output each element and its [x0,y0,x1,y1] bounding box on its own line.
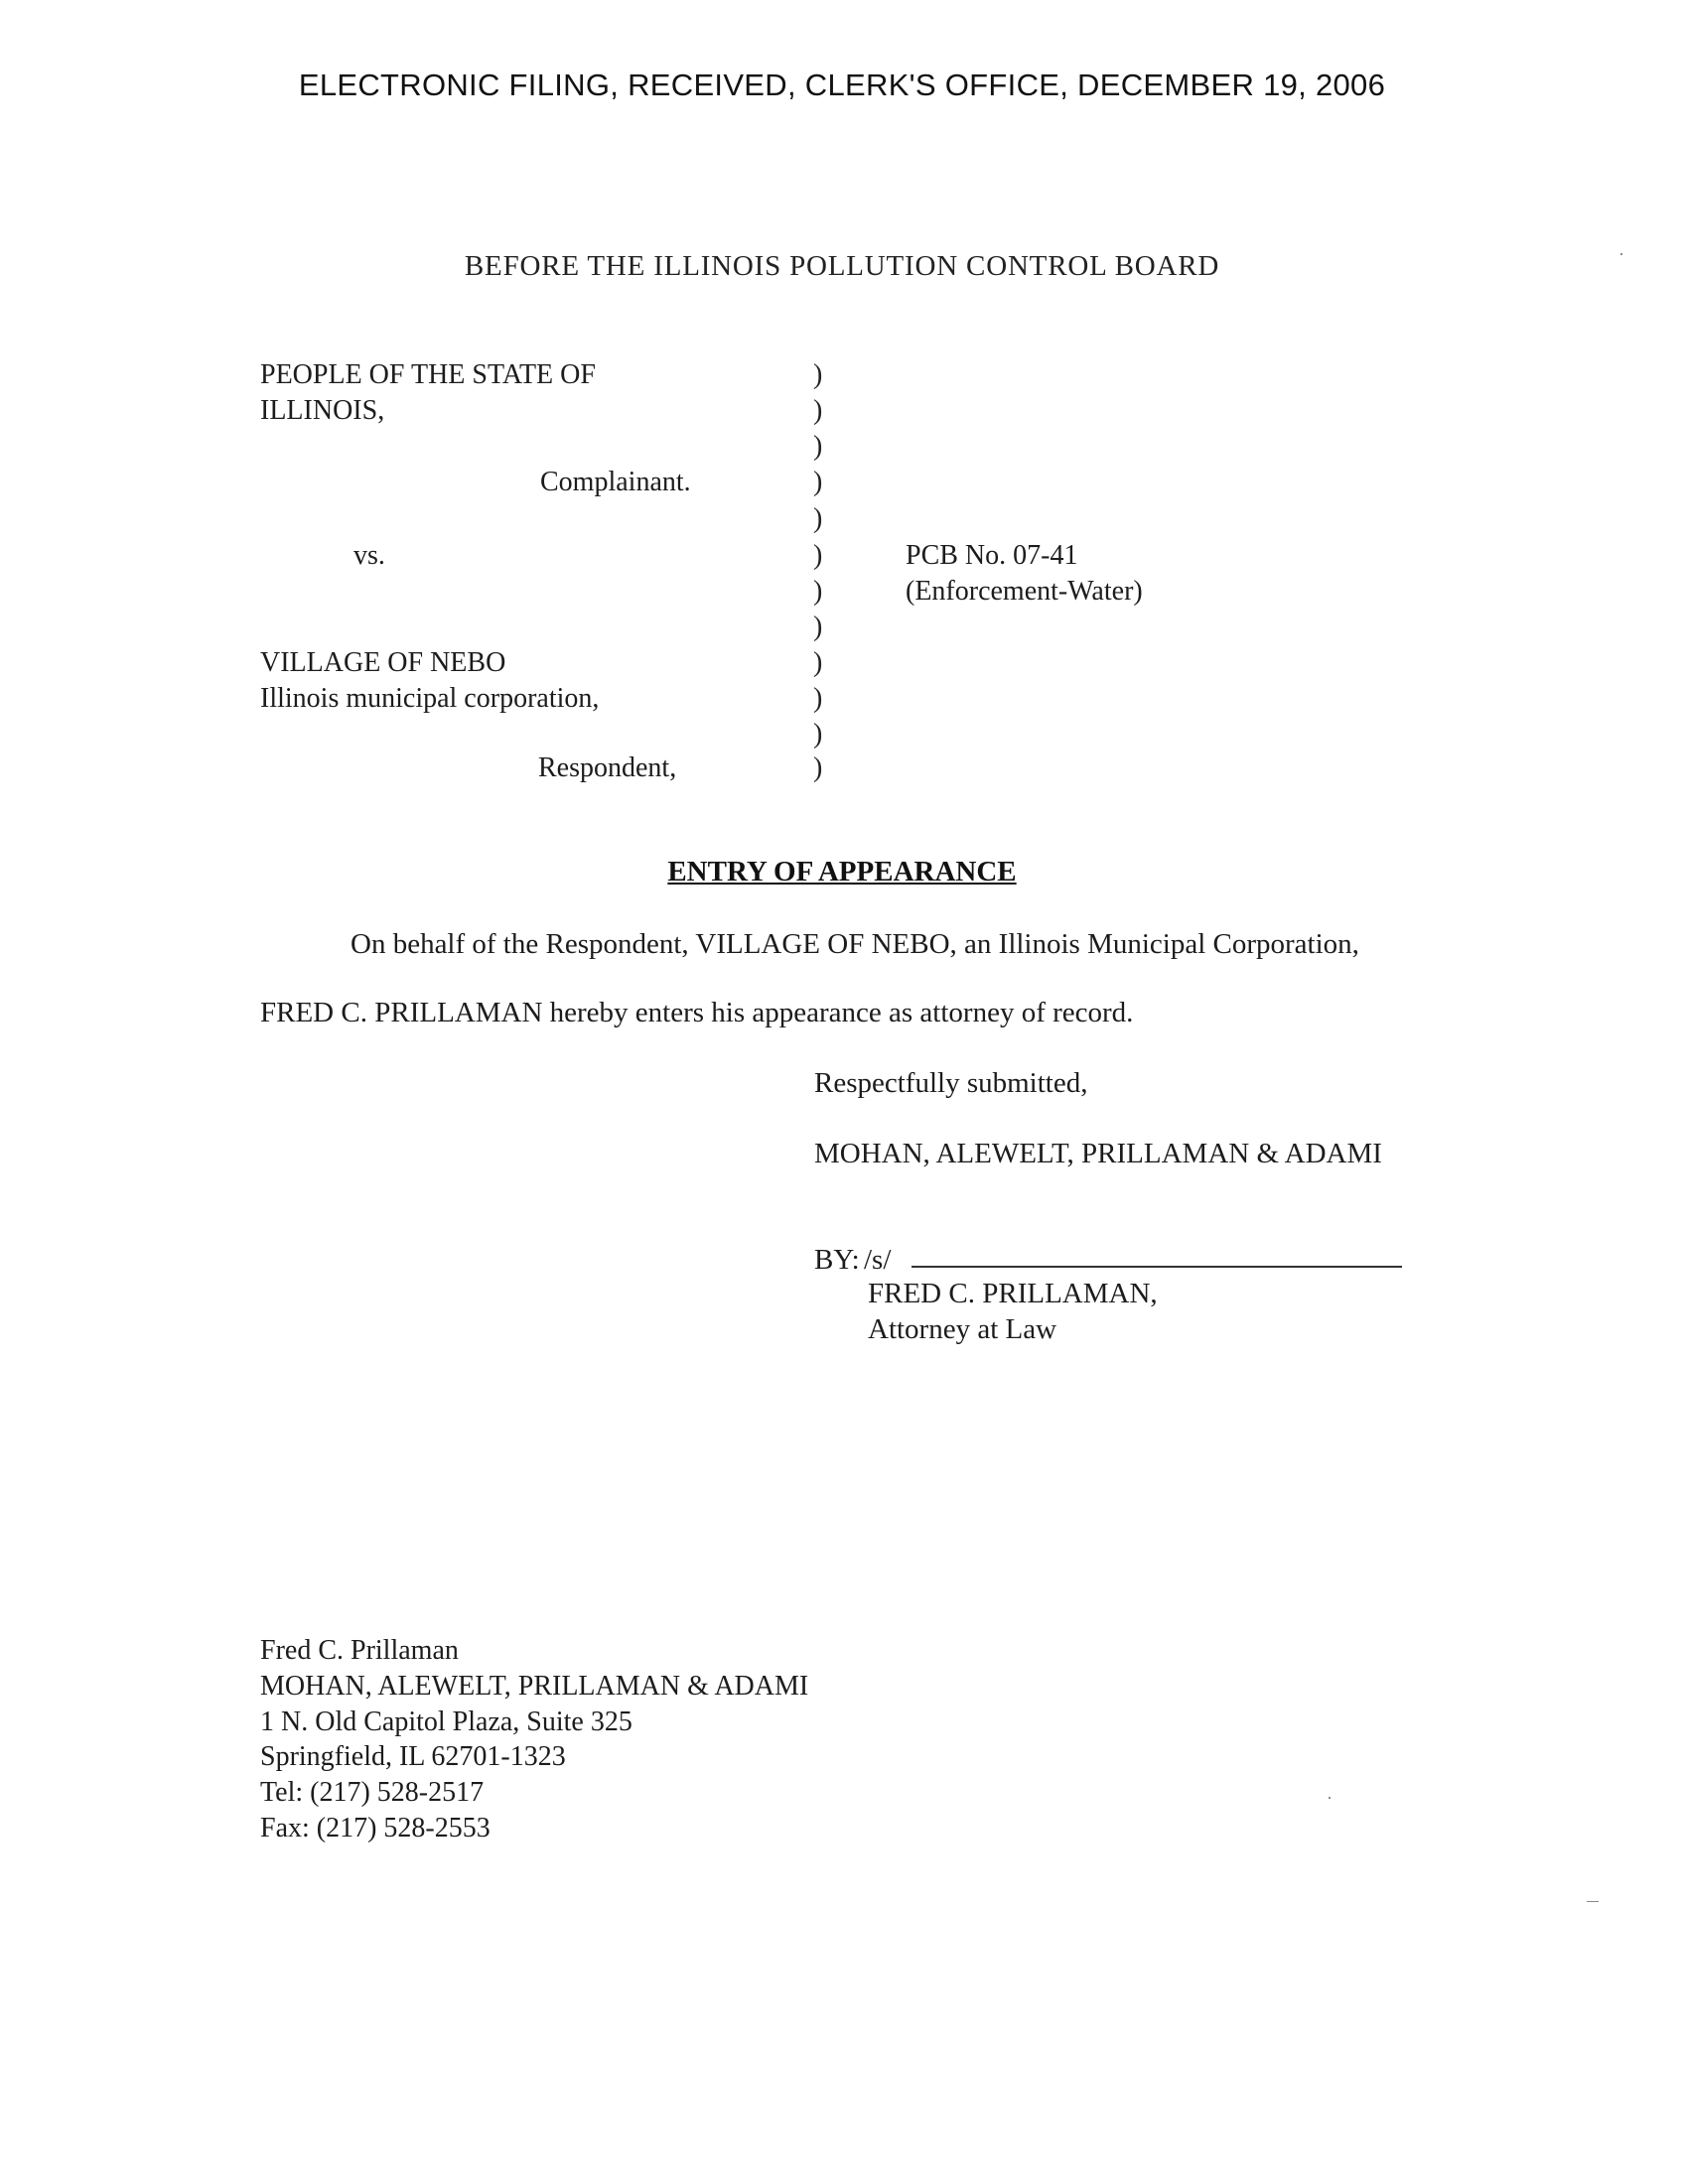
closing: Respectfully submitted, [814,1067,1088,1099]
scan-speck [1620,253,1622,255]
complainant-line-2: ILLINOIS, [260,395,385,426]
caption-paren: ) [813,359,823,390]
footer-firm: MOHAN, ALEWELT, PRILLAMAN & ADAMI [260,1671,809,1702]
versus: vs. [353,540,385,571]
scan-speck [1587,1901,1599,1902]
scan-speck [1329,1797,1331,1799]
signer-title: Attorney at Law [868,1313,1057,1345]
footer-fax: Fax: (217) 528-2553 [260,1813,491,1843]
footer-address-2: Springfield, IL 62701-1323 [260,1741,566,1772]
by-label: BY: [814,1244,860,1276]
caption-paren: ) [813,719,823,750]
signature-firm: MOHAN, ALEWELT, PRILLAMAN & ADAMI [814,1138,1382,1169]
complainant-role: Complainant. [540,467,691,497]
document-title: ENTRY OF APPEARANCE [667,856,1017,887]
signature-mark: /s/ [864,1244,892,1276]
filing-stamp: ELECTRONIC FILING, RECEIVED, CLERK'S OFFICE, DECEMBER 19, 2006 [298,68,1386,102]
caption-paren: ) [813,683,823,714]
respondent-line-1: VILLAGE OF NEBO [260,647,506,678]
footer-address-1: 1 N. Old Capitol Plaza, Suite 325 [260,1706,632,1737]
footer-tel: Tel: (217) 528-2517 [260,1777,485,1808]
caption-paren: ) [813,503,823,534]
caption-paren: ) [813,467,823,497]
signer-name: FRED C. PRILLAMAN, [868,1278,1158,1309]
complainant-line-1: PEOPLE OF THE STATE OF [260,359,596,390]
caption-paren: ) [813,612,823,642]
respondent-role: Respondent, [538,752,677,783]
caption-paren: ) [813,395,823,426]
case-type: (Enforcement-Water) [906,576,1143,607]
respondent-line-2: Illinois municipal corporation, [260,683,600,714]
body-line-1: On behalf of the Respondent, VILLAGE OF NEBO, an Illinois Municipal Corporation, [351,928,1359,960]
body-line-2: FRED C. PRILLAMAN hereby enters his appearance as attorney of record. [260,997,1134,1028]
caption-paren: ) [813,752,823,783]
signature-line [912,1266,1402,1268]
caption-paren: ) [813,431,823,462]
caption-paren: ) [813,540,823,571]
caption-paren: ) [813,647,823,678]
court-heading: BEFORE THE ILLINOIS POLLUTION CONTROL BOARD [464,250,1220,282]
case-number: PCB No. 07-41 [906,540,1078,571]
footer-name: Fred C. Prillaman [260,1635,459,1666]
caption-paren: ) [813,576,823,607]
